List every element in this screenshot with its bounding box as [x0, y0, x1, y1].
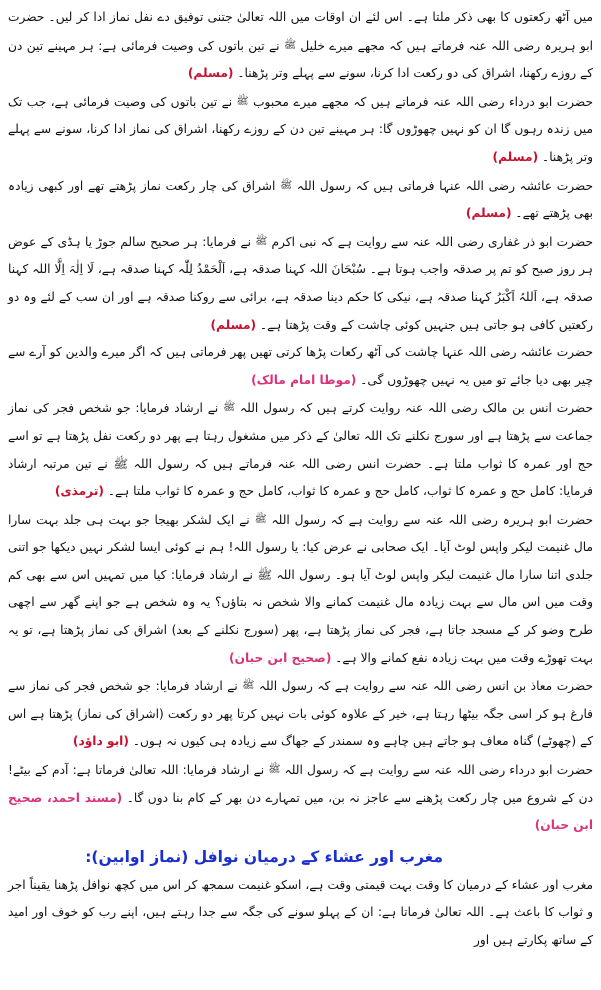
paragraph-text: حضرت عائشہ رضی اللہ عنہا فرماتی ہیں کہ رسول اللہ: [296, 178, 594, 193]
hadith-reference: (ترمذی): [54, 484, 104, 499]
salutation-glyph: ﷺ: [223, 402, 236, 414]
paragraph-text: حضرت ابو ذر غفاری رضی اللہ عنہ سے روایت ہے کہ نبی اکرم: [271, 234, 593, 249]
hadith-paragraph-1: [8, 4, 593, 88]
paragraph-text: نے فرمایا: ہر صحیح سالم جوڑ یا ہڈی کے عوض ہر روز صبح کو تم پر صدقہ واجب ہوتا ہے۔ سُبْحَانَ اللہ کہنا صدقہ ہے، اَلْحَمْدُ لِلّٰہ کہنا صدقہ ہے، لَا اِلٰہَ اِلَّا اللہ کہنا صدقہ ہے، اَللہُ اَکْبَرُ کہنا صدقہ ہے، نیکی کا حکم دینا صدقہ ہے، برائی سے روکنا صدقہ ہے اور ان سب کے لئے وہ دو رکعتیں کافی ہو جاتی ہیں جنہیں کوئی چاشت کے وقت پڑھتا ہے۔: [8, 234, 593, 332]
hadith-reference: (صحیح ابن حبان): [229, 650, 332, 665]
hadith-paragraph-8: [8, 672, 593, 756]
hadith-reference: (موطا امام مالک): [251, 372, 357, 387]
hadith-paragraph-5: [8, 339, 593, 394]
closing-paragraph: [8, 872, 593, 955]
paragraph-text: حضرت ابو ہریرہ رضی اللہ عنہ سے روایت ہے کہ رسول اللہ: [271, 512, 594, 527]
salutation-glyph: ﷺ: [242, 680, 255, 692]
paragraph-text: حضرت ابو درداء رضی اللہ عنہ فرماتے ہیں کہ مجھے میرے محبوب: [253, 94, 594, 109]
hadith-reference: (مسلم): [465, 206, 512, 221]
paragraph-text: نے ارشاد فرمایا: اللہ تعالیٰ فرماتا ہے: آدم کے بیٹے! دن کے شروع میں چار رکعت پڑھنے سے عاجز نہ بن، میں تمہارے دن بھر کے کام بنا دوں گا۔: [8, 763, 594, 805]
salutation-glyph: ﷺ: [254, 513, 267, 525]
paragraph-text: میں آٹھ رکعتوں کا بھی ذکر ملتا ہے۔ اس لئے ان اوقات میں اللہ تعالیٰ جتنی توفیق دے نفل نماز ادا کر لیں۔ حضرت ابو ہریرہ رضی اللہ عنہ فرماتے ہیں کہ مجھے میرے خلیل: [8, 10, 594, 53]
hadith-reference: (مسلم): [210, 317, 257, 332]
paragraph-text: نے ایک لشکر بھیجا جو بہت ہی جلد بہت سارا مال غنیمت لیکر واپس لوٹ آیا۔ ایک صحابی نے عرض کیا: یا رسول اللہ! ہم نے کوئی ایسا لشکر نہیں دیکھا جو اتنی جلدی اتنا سارا مال غنیمت لیکر واپس لوٹ آیا ہو۔ رسول اللہ ﷺ نے ارشاد فرمایا: کیا میں تمہیں اس سے بھی کم وقت میں اس مال سے بہت زیادہ مال غنیمت کمانے والا شخص نہ بتاؤں؟ یہ وہ شخص ہے جو اپنے گھر سے اچھی طرح وضو کر کے مسجد جاتا ہے، فجر کی نماز پڑھتا ہے، پھر (سورج نکلنے کے بعد) اشراق کی نماز پڑھتا ہے، تو یہ بہت تھوڑے وقت میں بہت زیادہ نفع کمانے والا ہے۔: [8, 512, 593, 665]
paragraph-text: نے تین باتوں کی وصیت فرمائی ہے: ہر مہینے تین دن کے روزے رکھنا، اشراق کی دو رکعت ادا کرنا، سونے سے پہلے وتر پڑھنا۔: [8, 38, 593, 81]
salutation-glyph: ﷺ: [255, 235, 268, 247]
paragraph-text: حضرت معاذ بن انس رضی اللہ عنہ سے روایت ہے کہ رسول اللہ: [258, 679, 594, 694]
hadith-paragraph-2: [8, 88, 593, 172]
hadith-paragraph-4: [8, 228, 593, 339]
section-heading: مغرب اور عشاء کے درمیان نوافل (نماز اوابین):: [85, 847, 443, 866]
paragraph-text: اشراق کی چار رکعت نماز پڑھتے تھے اور کبھی زیادہ بھی پڑھتے تھے۔: [8, 178, 593, 221]
paragraph-text: حضرت انس بن مالک رضی اللہ عنہ روایت کرتے ہیں کہ رسول اللہ: [240, 401, 594, 416]
hadith-paragraph-9: [8, 756, 593, 840]
hadith-reference: (مسند احمد، صحیح ابن حبان): [8, 790, 593, 833]
hadith-reference: (مسلم): [187, 66, 234, 81]
paragraph-text: نے ارشاد فرمایا: جو شخص فجر کی نماز سے فارغ ہو کر اسی جگہ بیٹھا رہتا ہے، خیر کے علاوہ کوئی بات نہیں کرتا پھر دو رکعت (اشراق کی نماز) پڑھتا ہے اس کے (چھوٹے) گناہ معاف ہو جاتے ہیں چاہے وہ سمندر کے جھاگ سے زیادہ ہی کیوں نہ ہوں۔: [8, 679, 593, 749]
salutation-glyph: ﷺ: [283, 39, 297, 51]
hadith-reference: (ابو داؤد): [72, 734, 129, 749]
salutation-glyph: ﷺ: [268, 764, 281, 776]
paragraph-text: نے ارشاد فرمایا: جو شخص فجر کی نماز جماعت سے پڑھتا ہے اور سورج نکلنے تک اللہ تعالیٰ کے ذکر میں مشغول رہتا ہے پھر دو رکعت نفل پڑھتا ہے تو اسے حج اور عمرہ کا ثواب ملتا ہے۔ حضرت انس رضی اللہ عنہ فرماتے ہیں کہ رسول اللہ ﷺ نے تین مرتبہ ارشاد فرمایا: کامل حج و عمرہ کا ثواب، کامل حج و عمرہ کا ثواب، کامل حج و عمرہ کا ثواب ملتا ہے۔: [8, 401, 593, 499]
paragraph-text: حضرت ابو درداء رضی اللہ عنہ سے روایت ہے کہ رسول اللہ: [284, 763, 593, 778]
paragraph-text: حضرت عائشہ رضی اللہ عنہا چاشت کی آٹھ رکعات پڑھا کرتی تھیں پھر فرماتی ہیں کہ اگر میرے والدین کو آرے سے چیر بھی دیا جائے تو میں یہ نہیں چھوڑوں گی۔: [8, 345, 593, 387]
hadith-reference: (مسلم): [492, 149, 539, 164]
paragraph-text: مغرب اور عشاء کے درمیان کا وقت بہت قیمتی وقت ہے، اسکو غنیمت سمجھ کر اس میں کچھ نوافل پڑھنا یقیناً اجر و ثواب کا باعث ہے۔ اللہ تعالیٰ فرماتا ہے: ان کے پہلو سونے کی جگہ سے جدا رہتے ہیں، اپنے رب کو خوف اور امید کے ساتھ پکارتے ہیں اور: [8, 877, 593, 947]
paragraph-text: نے تین باتوں کی وصیت فرمائی ہے، جب تک میں زندہ رہوں گا ان کو نہیں چھوڑوں گا: ہر مہینے تین دن کے روزے رکھنا، اشراق کی نماز ادا کرنا، سونے سے پہلے وتر پڑھنا۔: [8, 94, 593, 164]
salutation-glyph: ﷺ: [236, 95, 249, 107]
hadith-paragraph-6: [8, 394, 593, 505]
hadith-paragraph-7: [8, 506, 593, 673]
salutation-glyph: ﷺ: [280, 179, 293, 191]
hadith-paragraph-3: [8, 172, 593, 228]
